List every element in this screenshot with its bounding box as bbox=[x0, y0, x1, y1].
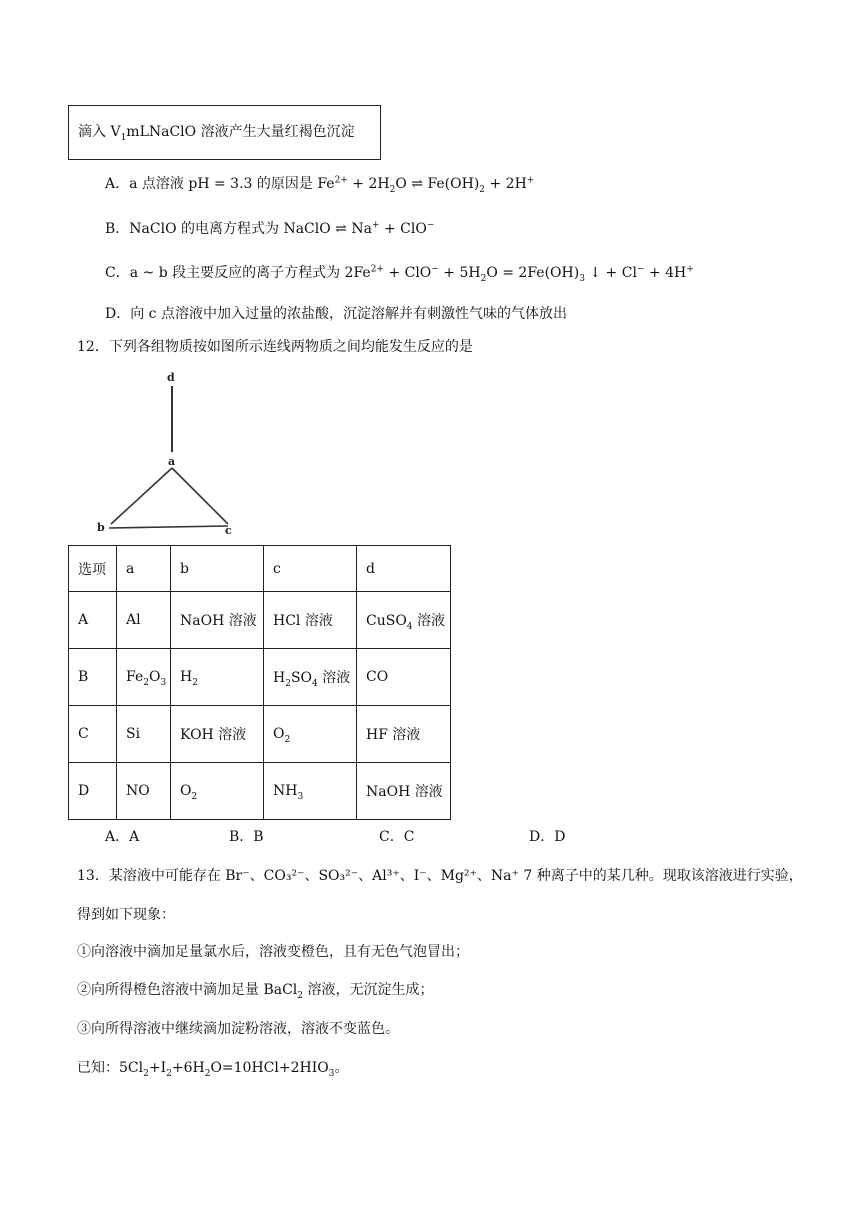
experiment-box-text: 滴入 $V_1mLNaClO$ 溶液产生大量红褐色沉淀 bbox=[78, 124, 355, 143]
q12-choice-d: D．D bbox=[529, 829, 566, 845]
table-row: A Al NaOH 溶液 HCl 溶液 CuSO$_4$ 溶液 bbox=[69, 592, 451, 649]
header-cell: 选项 bbox=[69, 546, 117, 592]
node-d: d bbox=[167, 371, 175, 384]
q13-step-2: ②向所得橙色溶液中滴加足量 BaCl$_2$ 溶液，无沉淀生成； bbox=[77, 982, 434, 1001]
edge-a-c bbox=[172, 468, 228, 524]
q11-option-d: D．向 c 点溶液中加入过量的浓盐酸，沉淀溶解并有刺激性气味的气体放出 bbox=[105, 306, 567, 322]
q12-choice-a: A．A bbox=[105, 829, 140, 845]
q12-choice-c: C．C bbox=[379, 829, 415, 845]
q13-known: 已知：$5Cl_2+I_2+6H_2O=10HCl+2HIO_3$。 bbox=[77, 1060, 349, 1079]
header-cell: c bbox=[264, 546, 357, 592]
q12-choice-b: B．B bbox=[229, 829, 264, 845]
edge-a-b bbox=[111, 468, 172, 524]
edge-b-c bbox=[109, 526, 228, 528]
q12-stem: 12．下列各组物质按如图所示连线两物质之间均能发生反应的是 bbox=[77, 339, 473, 355]
table-row: B $Fe_2O_3$ $H_2$ $H_2SO_4$ 溶液 CO bbox=[69, 649, 451, 706]
q13-stem-line2: 得到如下现象： bbox=[77, 907, 175, 923]
q13-step-3: ③向所得溶液中继续滴加淀粉溶液，溶液不变蓝色。 bbox=[77, 1021, 399, 1037]
table-header-row bbox=[69, 546, 451, 592]
node-c: c bbox=[225, 524, 232, 537]
header-cell: d bbox=[357, 546, 451, 592]
q13-stem: 13．某溶液中可能存在 Br⁻、CO₃²⁻、SO₃²⁻、Al³⁺、I⁻、Mg²⁺、Na⁺ 7 种离子中的某几种。现取该溶液进行实验， bbox=[77, 868, 803, 884]
header-cell: b bbox=[171, 546, 264, 592]
q13-step-1: ①向溶液中滴加足量氯水后，溶液变橙色，且有无色气泡冒出； bbox=[77, 944, 469, 960]
header-cell: a bbox=[117, 546, 171, 592]
q12-options-table bbox=[68, 545, 451, 820]
q12-reaction-diagram bbox=[85, 368, 255, 538]
q11-option-a: A．a 点溶液 pH = 3.3 的原因是 $Fe^{2+} + 2H_2O$ ⇌ $Fe(OH)_2 + 2H^+$ bbox=[105, 175, 535, 195]
node-a: a bbox=[168, 455, 176, 468]
table-row: C Si KOH 溶液 $O_2$ HF 溶液 bbox=[69, 706, 451, 763]
table-row: D NO $O_2$ $NH_3$ NaOH 溶液 bbox=[69, 763, 451, 820]
node-b: b bbox=[97, 521, 105, 534]
q11-option-b: B．NaClO 的电离方程式为 NaClO ⇌ Na+ + ClO− bbox=[105, 220, 435, 237]
q11-option-c: C．a ~ b 段主要反应的离子方程式为 $2Fe^{2+} + ClO^- + 5H_2O = 2Fe(OH)_3$ ↓ + Cl− + 4H+ bbox=[105, 264, 694, 284]
